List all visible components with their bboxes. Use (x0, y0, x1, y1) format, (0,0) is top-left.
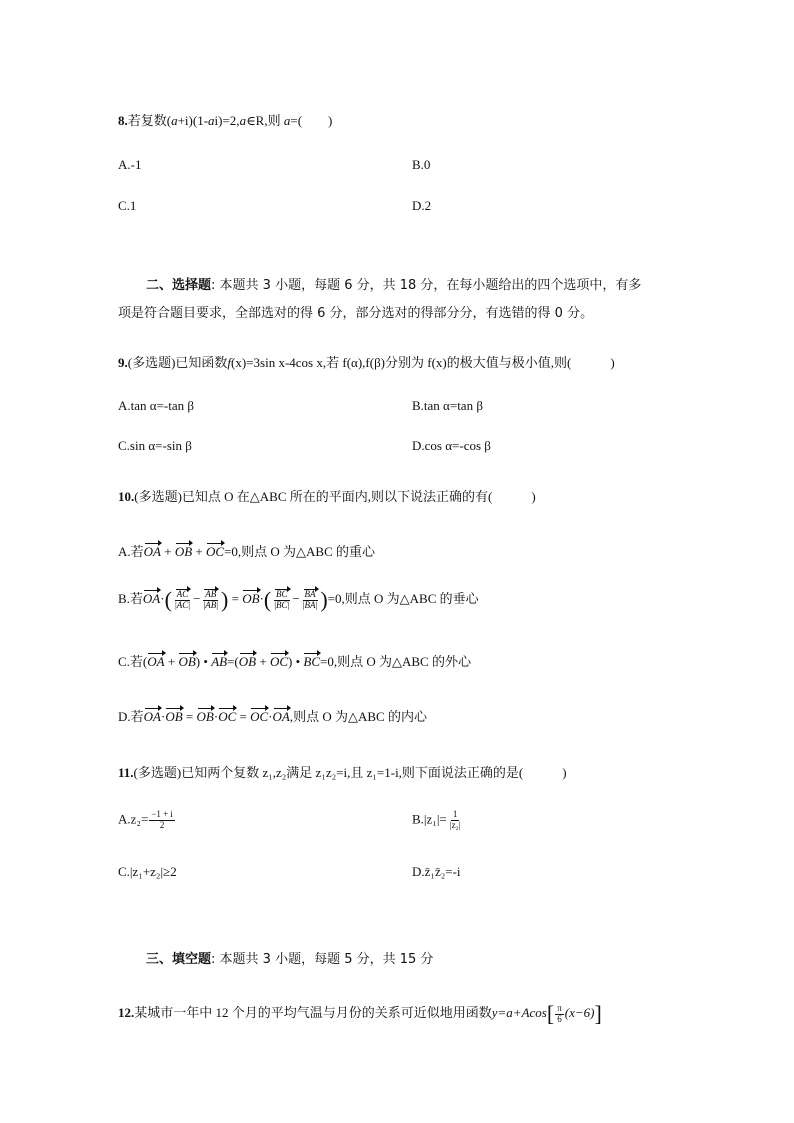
option-label: A.z₂= (118, 811, 149, 827)
stem-text: +i)(1- (177, 113, 209, 128)
option-d: D.cos α=-cos β (412, 438, 491, 453)
vector: OB (196, 709, 214, 724)
fraction: $\frac{AB}{|AB|}$ (203, 588, 219, 610)
stem-text: (多选题)已知点 O 在△ABC 所在的平面内,则以下说法正确的有( ) (134, 489, 536, 504)
fraction (555, 1004, 564, 1025)
option-a: A.-1 (118, 157, 142, 172)
q11-option-d: D.z̄₁z̄₂=-i (412, 864, 461, 879)
fraction: $\frac{BC}{|BC|}$ (274, 588, 290, 610)
var: a (171, 113, 178, 128)
stem-text: 某城市一年中 12 个月的平均气温与月份的关系可近似地用函数 (134, 1004, 492, 1020)
vector: OA (143, 709, 161, 724)
vector: AB (205, 599, 217, 610)
section-title: 二、选择题 (146, 278, 212, 293)
section-desc: : 本题共 3 小题，每题 6 分，共 18 分，在每小题给出的四个选项中，有多 (211, 278, 642, 293)
vector: OB (242, 590, 260, 606)
vector: OB (238, 654, 257, 669)
question-9-stem (118, 352, 615, 371)
stem-text: i)=2, (214, 113, 240, 128)
numerator: π (557, 1002, 562, 1013)
stem-text: (多选题)已知函数 (127, 355, 228, 370)
option-text: =0,则点 O 为△ABC 的垂心 (327, 590, 479, 606)
option-b: B.0 (412, 157, 431, 172)
option-c: C.1 (118, 198, 137, 213)
vector: OC (250, 709, 269, 724)
option-b: B.tan α=tan β (412, 398, 483, 413)
q11-option-c: C.|z₁+z₂|≥2 (118, 864, 177, 879)
option-text: =0,则点 O 为△ABC 的外心 (320, 654, 471, 669)
option-c: C.sin α=-sin β (118, 438, 192, 453)
vector: OB (165, 709, 183, 724)
numerator: −1 + i (151, 809, 173, 819)
stem-text: =( ) (290, 113, 333, 128)
question-11-stem (118, 762, 567, 781)
section-2-desc-2: 项是符合题目要求，全部选对的得 6 分，部分选对的得部分分，有选错的得 0 分。 (118, 306, 594, 321)
vector: OC (218, 709, 237, 724)
q11-option-b (412, 810, 464, 831)
vector: BA (304, 599, 316, 610)
q10-option-b: B.若OA·( $\frac{AC}{|AC|}$ − $\frac{AB}{|AB|}$ ) = OB·( $\frac{BC}{|BC|}$ − $\frac{BA}{|BA|}$ )=0,则点 O 为△ABC 的垂心 (118, 587, 479, 612)
vector: BC (276, 599, 288, 610)
q11-option-a (118, 810, 176, 831)
option-a: A.tan α=-tan β (118, 398, 194, 413)
option-label: B.若 (118, 590, 143, 606)
vector: OB (178, 654, 196, 669)
vector: AC (176, 599, 189, 610)
vector: AC (176, 588, 189, 599)
question-12-stem: 12.某城市一年中 12 个月的平均气温与月份的关系可近似地用函数y=a+Acos[ $\frac{\pi}{6}$ (x−6)] (118, 1001, 602, 1026)
stem-text: (x)=3sin x-4cos x,若 f(α),f(β)分别为 f(x)的极大值与极小值,则( ) (231, 355, 615, 370)
q10-option-c: C.若(OA + OB) • AB=(OB + OC) • BC=0,则点 O 为△ABC 的外心 (118, 654, 471, 669)
var: f (227, 355, 232, 370)
fraction (149, 810, 175, 831)
fraction: $\frac{BA}{|BA|}$ (302, 588, 318, 610)
vector: OC (206, 544, 225, 559)
vector: OA (147, 654, 165, 669)
question-number: 8. (118, 113, 128, 128)
option-label: D.若 (118, 709, 144, 724)
question-number: 11. (118, 765, 134, 780)
question-number: 10. (118, 489, 135, 504)
section-title: 三、填空题 (146, 952, 212, 967)
stem-text: ∈R,则 (246, 113, 284, 128)
option-label: A.若 (118, 544, 144, 559)
vector: OB (174, 544, 193, 559)
formula: y=a+Acos (491, 1004, 547, 1020)
stem-text: 若复数( (127, 113, 172, 128)
question-8-stem (118, 110, 332, 129)
vector: OA (272, 709, 290, 724)
vector: BC (303, 654, 321, 669)
section-3-header (146, 948, 433, 967)
option-label: C.若( (118, 654, 148, 669)
vector: AB (211, 654, 228, 669)
fraction (448, 810, 463, 831)
section-2-header (146, 274, 641, 293)
question-number: 12. (118, 1004, 135, 1020)
vector: OC (269, 654, 288, 669)
var: a (239, 113, 247, 128)
vector: BA (304, 588, 316, 599)
formula: (x−6) (564, 1004, 595, 1020)
stem-text: (多选题)已知两个复数 z₁,z₂满足 z₁z₂=i,且 z₁=1-i,则下面说法正确的是( ) (133, 765, 567, 780)
denominator: 6 (557, 1013, 562, 1024)
q10-option-d: D.若OA·OB = OB·OC = OC·OA,则点 O 为△ABC 的内心 (118, 709, 427, 724)
option-label: B.|z₁|= (412, 811, 447, 827)
question-10-stem (118, 486, 536, 505)
option-text: =0,则点 O 为△ABC 的重心 (224, 544, 376, 559)
section-desc: : 本题共 3 小题，每题 5 分，共 15 分 (211, 952, 434, 967)
fraction: $\frac{AC}{|AC|}$ (174, 588, 191, 610)
numerator: 1 (452, 809, 458, 819)
option-text: ,则点 O 为△ABC 的内心 (289, 709, 427, 724)
denominator: 2 (159, 819, 165, 830)
var: a (208, 113, 215, 128)
var: a (283, 113, 291, 128)
vector: OA (143, 544, 161, 559)
option-d: D.2 (412, 198, 432, 213)
vector: OA (142, 590, 161, 606)
q10-option-a: A.若OA + OB + OC=0,则点 O 为△ABC 的重心 (118, 544, 376, 559)
vector: AB (205, 588, 217, 599)
denominator: |z₂| (449, 819, 461, 830)
question-number: 9. (118, 355, 128, 370)
vector: BC (276, 588, 288, 599)
